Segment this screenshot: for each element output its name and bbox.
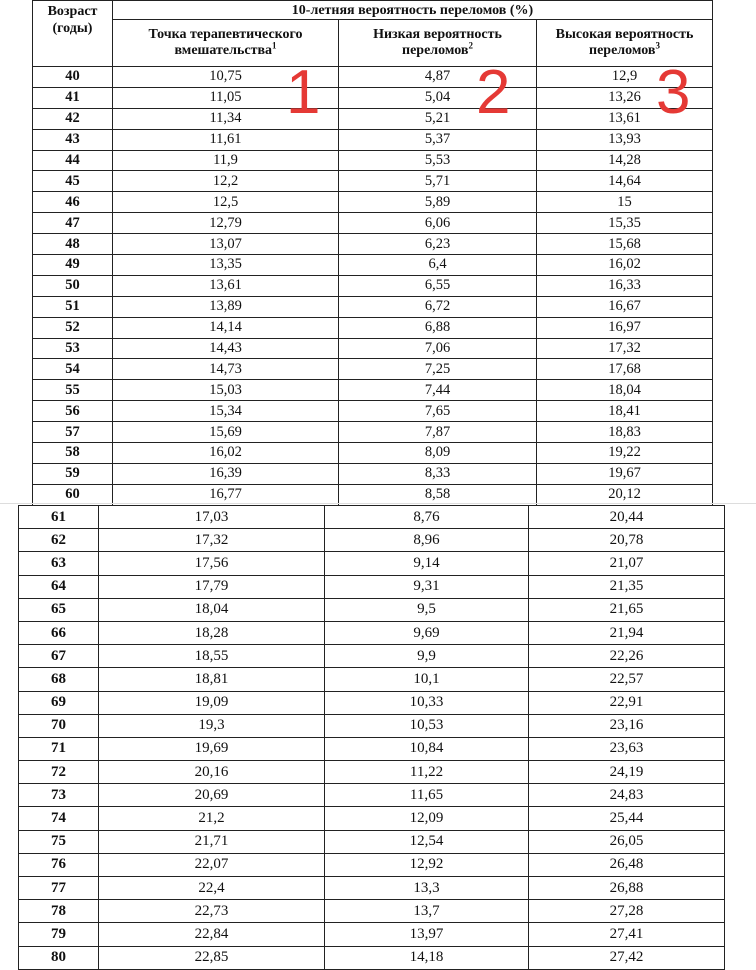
low-probability-cell: 5,71 xyxy=(339,171,537,192)
low-probability-cell: 5,89 xyxy=(339,192,537,213)
low-probability-cell: 8,33 xyxy=(339,463,537,484)
age-cell: 50 xyxy=(33,275,113,296)
low-probability-cell: 7,65 xyxy=(339,401,537,422)
low-probability-cell: 5,04 xyxy=(339,87,537,108)
table-row xyxy=(33,380,713,401)
age-cell: 73 xyxy=(19,784,99,807)
low-probability-cell: 10,33 xyxy=(325,691,529,714)
low-probability-cell: 9,31 xyxy=(325,575,529,598)
intervention-threshold-cell: 16,77 xyxy=(113,484,339,505)
high-probability-cell: 13,93 xyxy=(537,129,713,150)
low-probability-cell: 12,92 xyxy=(325,853,529,876)
intervention-threshold-cell: 12,2 xyxy=(113,171,339,192)
table-row xyxy=(33,108,713,129)
low-probability-cell: 9,9 xyxy=(325,645,529,668)
table-row xyxy=(33,401,713,422)
intervention-threshold-cell: 18,55 xyxy=(99,645,325,668)
age-cell: 60 xyxy=(33,484,113,505)
age-cell: 67 xyxy=(19,645,99,668)
low-probability-header: Низкая вероятность переломов$^2$ xyxy=(339,20,537,67)
table-row xyxy=(19,807,725,830)
low-probability-cell: 8,09 xyxy=(339,443,537,464)
table-row xyxy=(19,529,725,552)
table-row xyxy=(33,171,713,192)
high-probability-cell: 20,44 xyxy=(529,506,725,529)
age-cell: 44 xyxy=(33,150,113,171)
low-probability-cell: 13,7 xyxy=(325,900,529,923)
age-cell: 62 xyxy=(19,529,99,552)
intervention-threshold-cell: 11,34 xyxy=(113,108,339,129)
age-cell: 47 xyxy=(33,213,113,234)
footnote-marker: 2 xyxy=(468,40,473,51)
low-probability-cell: 8,76 xyxy=(325,506,529,529)
age-cell: 54 xyxy=(33,359,113,380)
high-probability-cell: 20,12 xyxy=(537,484,713,505)
low-probability-cell: 10,1 xyxy=(325,668,529,691)
table-row xyxy=(19,830,725,853)
red-marker-3: 3 xyxy=(656,58,691,127)
intervention-threshold-cell: 18,28 xyxy=(99,621,325,644)
table-row xyxy=(19,923,725,946)
high-probability-cell: 13,26 xyxy=(537,87,713,108)
intervention-threshold-cell: 13,61 xyxy=(113,275,339,296)
high-probability-cell: 14,64 xyxy=(537,171,713,192)
high-probability-cell: 21,94 xyxy=(529,621,725,644)
intervention-threshold-header: Точка терапевтического вмешательства$^1$ xyxy=(113,20,339,67)
high-probability-cell: 15,68 xyxy=(537,234,713,255)
intervention-threshold-cell: 15,69 xyxy=(113,422,339,443)
age-cell: 57 xyxy=(33,422,113,443)
high-probability-cell: 16,02 xyxy=(537,255,713,276)
low-probability-cell: 10,84 xyxy=(325,737,529,760)
intervention-threshold-cell: 17,79 xyxy=(99,575,325,598)
high-probability-cell: 21,65 xyxy=(529,598,725,621)
high-probability-cell: 15 xyxy=(537,192,713,213)
age-cell: 63 xyxy=(19,552,99,575)
low-probability-cell: 6,55 xyxy=(339,275,537,296)
low-probability-cell: 9,14 xyxy=(325,552,529,575)
low-probability-cell: 11,22 xyxy=(325,761,529,784)
age-cell: 72 xyxy=(19,761,99,784)
intervention-threshold-cell: 21,71 xyxy=(99,830,325,853)
low-probability-cell: 8,58 xyxy=(339,484,537,505)
table-row xyxy=(19,598,725,621)
table-row xyxy=(33,213,713,234)
high-probability-cell: 20,78 xyxy=(529,529,725,552)
low-probability-cell: 5,37 xyxy=(339,129,537,150)
age-cell: 52 xyxy=(33,317,113,338)
low-probability-cell: 13,3 xyxy=(325,877,529,900)
table-row xyxy=(33,296,713,317)
high-probability-header: Высокая вероятность переломов$^3$ xyxy=(537,20,713,67)
high-probability-cell: 27,42 xyxy=(529,946,725,969)
low-probability-cell: 9,69 xyxy=(325,621,529,644)
age-cell: 69 xyxy=(19,691,99,714)
intervention-threshold-cell: 16,39 xyxy=(113,463,339,484)
footnote-marker: 3 xyxy=(655,40,660,51)
intervention-threshold-cell: 11,9 xyxy=(113,150,339,171)
age-cell: 55 xyxy=(33,380,113,401)
intervention-threshold-cell: 13,89 xyxy=(113,296,339,317)
low-probability-cell: 6,72 xyxy=(339,296,537,317)
intervention-threshold-cell: 22,73 xyxy=(99,900,325,923)
high-probability-cell: 17,68 xyxy=(537,359,713,380)
low-probability-cell: 7,87 xyxy=(339,422,537,443)
high-probability-cell: 16,97 xyxy=(537,317,713,338)
high-probability-cell: 22,57 xyxy=(529,668,725,691)
age-cell: 46 xyxy=(33,192,113,213)
table-row xyxy=(33,359,713,380)
intervention-threshold-cell: 17,56 xyxy=(99,552,325,575)
low-probability-cell: 4,87 xyxy=(339,67,537,88)
low-probability-cell: 6,06 xyxy=(339,213,537,234)
intervention-threshold-cell: 13,07 xyxy=(113,234,339,255)
low-probability-cell: 6,4 xyxy=(339,255,537,276)
table-row xyxy=(19,737,725,760)
table-row xyxy=(19,784,725,807)
high-probability-cell: 16,33 xyxy=(537,275,713,296)
intervention-threshold-cell: 18,04 xyxy=(99,598,325,621)
high-probability-cell: 18,41 xyxy=(537,401,713,422)
intervention-threshold-cell: 13,35 xyxy=(113,255,339,276)
table-row xyxy=(19,575,725,598)
high-probability-cell: 26,48 xyxy=(529,853,725,876)
age-cell: 42 xyxy=(33,108,113,129)
age-cell: 43 xyxy=(33,129,113,150)
high-probability-cell: 22,91 xyxy=(529,691,725,714)
table-row xyxy=(33,338,713,359)
intervention-threshold-cell: 11,61 xyxy=(113,129,339,150)
high-probability-cell: 23,16 xyxy=(529,714,725,737)
screenshot-divider xyxy=(0,503,756,504)
table-row xyxy=(19,877,725,900)
high-probability-cell: 21,35 xyxy=(529,575,725,598)
intervention-threshold-cell: 11,05 xyxy=(113,87,339,108)
table-row xyxy=(19,946,725,969)
low-probability-cell: 11,65 xyxy=(325,784,529,807)
low-probability-cell: 7,06 xyxy=(339,338,537,359)
high-probability-cell: 13,61 xyxy=(537,108,713,129)
table-row xyxy=(19,645,725,668)
age-cell: 80 xyxy=(19,946,99,969)
table-row xyxy=(33,150,713,171)
high-probability-cell: 24,83 xyxy=(529,784,725,807)
age-cell: 78 xyxy=(19,900,99,923)
age-cell: 53 xyxy=(33,338,113,359)
high-probability-cell: 19,67 xyxy=(537,463,713,484)
intervention-threshold-cell: 15,34 xyxy=(113,401,339,422)
intervention-threshold-cell: 16,02 xyxy=(113,443,339,464)
table-row xyxy=(19,668,725,691)
low-probability-cell: 12,09 xyxy=(325,807,529,830)
low-probability-cell: 10,53 xyxy=(325,714,529,737)
table-row xyxy=(33,317,713,338)
intervention-threshold-cell: 20,69 xyxy=(99,784,325,807)
low-probability-cell: 8,96 xyxy=(325,529,529,552)
age-cell: 66 xyxy=(19,621,99,644)
intervention-threshold-cell: 17,03 xyxy=(99,506,325,529)
table-row xyxy=(33,463,713,484)
table-row xyxy=(33,192,713,213)
table-row xyxy=(33,67,713,88)
intervention-threshold-cell: 22,4 xyxy=(99,877,325,900)
high-probability-cell: 18,04 xyxy=(537,380,713,401)
probability-group-header: 10-летняя вероятность переломов (%) xyxy=(113,1,713,20)
red-marker-2: 2 xyxy=(476,58,511,127)
low-probability-cell: 12,54 xyxy=(325,830,529,853)
intervention-threshold-cell: 21,2 xyxy=(99,807,325,830)
table-row xyxy=(33,87,713,108)
table-row xyxy=(33,422,713,443)
age-cell: 68 xyxy=(19,668,99,691)
high-probability-cell: 21,07 xyxy=(529,552,725,575)
low-probability-cell: 14,18 xyxy=(325,946,529,969)
table-row xyxy=(19,853,725,876)
high-probability-cell: 27,41 xyxy=(529,923,725,946)
intervention-threshold-cell: 22,07 xyxy=(99,853,325,876)
low-probability-cell: 7,25 xyxy=(339,359,537,380)
age-cell: 71 xyxy=(19,737,99,760)
intervention-threshold-cell: 18,81 xyxy=(99,668,325,691)
age-cell: 70 xyxy=(19,714,99,737)
table-row xyxy=(33,129,713,150)
high-probability-cell: 14,28 xyxy=(537,150,713,171)
table-row xyxy=(19,691,725,714)
intervention-threshold-cell: 14,14 xyxy=(113,317,339,338)
table-row xyxy=(33,234,713,255)
low-probability-cell: 9,5 xyxy=(325,598,529,621)
age-cell: 79 xyxy=(19,923,99,946)
intervention-threshold-cell: 20,16 xyxy=(99,761,325,784)
age-cell: 64 xyxy=(19,575,99,598)
age-cell: 56 xyxy=(33,401,113,422)
table-row xyxy=(19,900,725,923)
table-row xyxy=(19,761,725,784)
fracture-probability-table-part2 xyxy=(18,505,725,970)
intervention-threshold-cell: 19,3 xyxy=(99,714,325,737)
high-probability-cell: 15,35 xyxy=(537,213,713,234)
intervention-threshold-cell: 22,84 xyxy=(99,923,325,946)
intervention-threshold-cell: 14,73 xyxy=(113,359,339,380)
table-body-part1 xyxy=(33,67,713,506)
age-cell: 76 xyxy=(19,853,99,876)
high-probability-cell: 24,19 xyxy=(529,761,725,784)
high-probability-cell: 26,88 xyxy=(529,877,725,900)
table-row xyxy=(19,552,725,575)
low-probability-cell: 7,44 xyxy=(339,380,537,401)
age-cell: 75 xyxy=(19,830,99,853)
age-cell: 40 xyxy=(33,67,113,88)
age-cell: 59 xyxy=(33,463,113,484)
high-probability-cell: 19,22 xyxy=(537,443,713,464)
age-cell: 41 xyxy=(33,87,113,108)
high-probability-cell: 26,05 xyxy=(529,830,725,853)
table-row xyxy=(33,443,713,464)
table-body-part2 xyxy=(19,506,725,970)
high-probability-cell: 22,26 xyxy=(529,645,725,668)
intervention-threshold-cell: 22,85 xyxy=(99,946,325,969)
high-probability-cell: 23,63 xyxy=(529,737,725,760)
age-cell: 74 xyxy=(19,807,99,830)
age-cell: 48 xyxy=(33,234,113,255)
low-probability-cell: 6,23 xyxy=(339,234,537,255)
high-probability-cell: 17,32 xyxy=(537,338,713,359)
high-probability-cell: 25,44 xyxy=(529,807,725,830)
high-probability-cell: 18,83 xyxy=(537,422,713,443)
table-row xyxy=(33,275,713,296)
high-probability-cell: 16,67 xyxy=(537,296,713,317)
intervention-threshold-cell: 10,75 xyxy=(113,67,339,88)
age-cell: 77 xyxy=(19,877,99,900)
table-row xyxy=(19,621,725,644)
low-probability-cell: 5,21 xyxy=(339,108,537,129)
table-row xyxy=(33,255,713,276)
red-marker-1: 1 xyxy=(286,58,321,127)
age-cell: 45 xyxy=(33,171,113,192)
intervention-threshold-cell: 19,69 xyxy=(99,737,325,760)
table-row xyxy=(19,714,725,737)
age-cell: 49 xyxy=(33,255,113,276)
age-column-header: Возраст (годы) xyxy=(33,1,113,67)
intervention-threshold-cell: 19,09 xyxy=(99,691,325,714)
high-probability-cell: 12,9 xyxy=(537,67,713,88)
age-cell: 65 xyxy=(19,598,99,621)
low-probability-cell: 6,88 xyxy=(339,317,537,338)
age-cell: 51 xyxy=(33,296,113,317)
age-cell: 61 xyxy=(19,506,99,529)
fracture-probability-table-part1 xyxy=(32,0,713,506)
high-probability-cell: 27,28 xyxy=(529,900,725,923)
intervention-threshold-cell: 14,43 xyxy=(113,338,339,359)
intervention-threshold-cell: 12,5 xyxy=(113,192,339,213)
age-cell: 58 xyxy=(33,443,113,464)
table-row xyxy=(19,506,725,529)
intervention-threshold-cell: 15,03 xyxy=(113,380,339,401)
low-probability-cell: 5,53 xyxy=(339,150,537,171)
intervention-threshold-cell: 12,79 xyxy=(113,213,339,234)
footnote-marker: 1 xyxy=(272,40,277,51)
low-probability-cell: 13,97 xyxy=(325,923,529,946)
intervention-threshold-cell: 17,32 xyxy=(99,529,325,552)
